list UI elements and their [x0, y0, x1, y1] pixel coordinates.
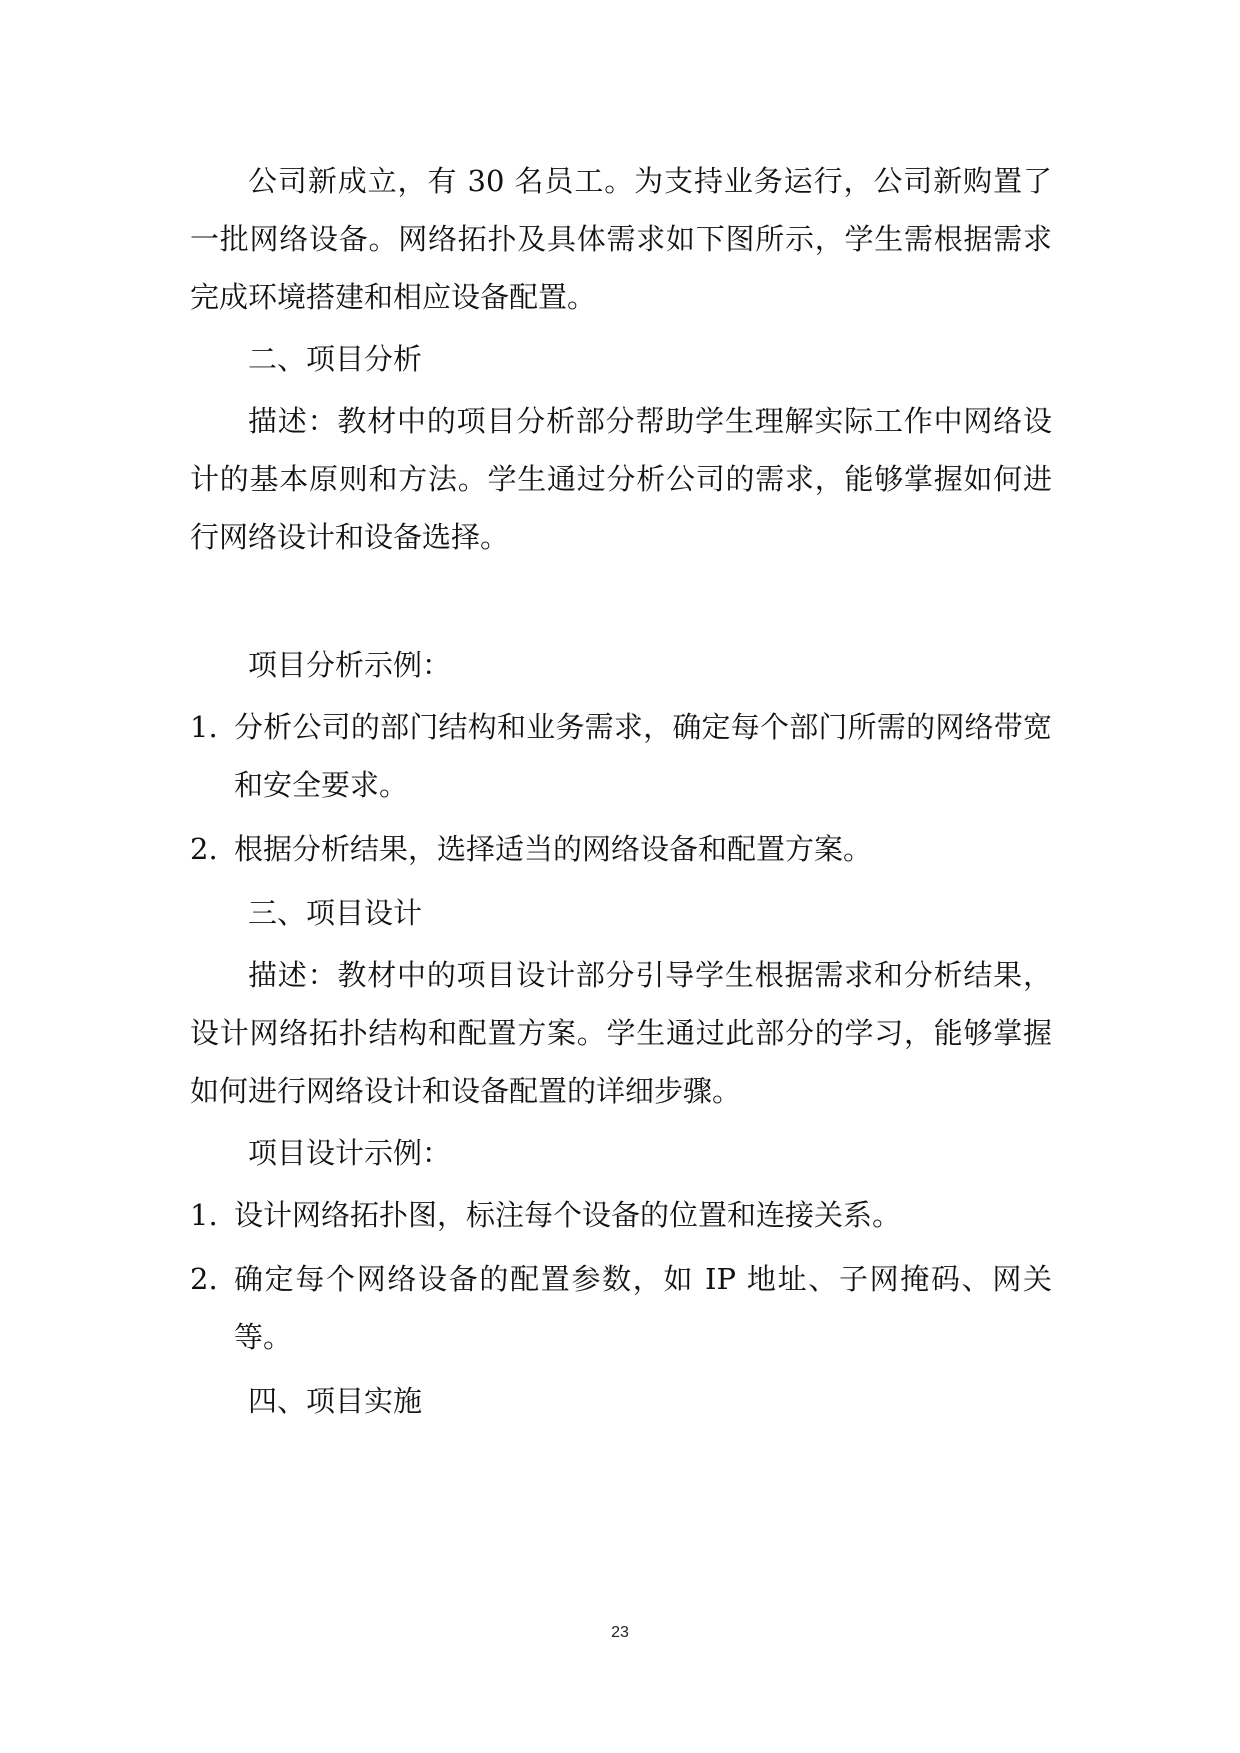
list-item — [190, 1186, 1052, 1244]
section-heading-implementation: 四、项目实施 — [248, 1384, 423, 1418]
list-text: 根据分析结果，选择适当的网络设备和配置方案。 — [234, 832, 873, 866]
design-example-list — [190, 1186, 1052, 1366]
list-number: 2. — [190, 1262, 218, 1296]
analysis-example-list — [190, 698, 1052, 878]
list-text: 确定每个网络设备的配置参数，如 IP 地址、子网掩码、网关等。 — [234, 1262, 1052, 1354]
list-item — [190, 1250, 1052, 1366]
list-text: 设计网络拓扑图，标注每个设备的位置和连接关系。 — [234, 1198, 902, 1232]
intro-paragraph: 公司新成立，有 30 名员工。为支持业务运行，公司新购置了一批网络设备。网络拓扑及具体需求如下图所示，学生需根据需求完成环境搭建和相应设备配置。 — [190, 164, 1052, 314]
list-item — [190, 820, 1052, 878]
page-content — [190, 152, 1052, 1434]
page-number: 23 — [611, 1624, 629, 1641]
blank-space — [190, 570, 1052, 636]
list-number: 1. — [190, 710, 218, 744]
list-number: 1. — [190, 1198, 218, 1232]
analysis-example-label: 项目分析示例： — [248, 648, 452, 682]
section-heading-analysis: 二、项目分析 — [248, 342, 423, 376]
analysis-description: 描述：教材中的项目分析部分帮助学生理解实际工作中网络设计的基本原则和方法。学生通过分析公司的需求，能够掌握如何进行网络设计和设备选择。 — [190, 404, 1052, 554]
list-number: 2. — [190, 832, 218, 866]
design-example-label: 项目设计示例： — [248, 1136, 452, 1170]
list-item — [190, 698, 1052, 814]
design-description: 描述：教材中的项目设计部分引导学生根据需求和分析结果，设计网络拓扑结构和配置方案。学生通过此部分的学习，能够掌握如何进行网络设计和设备配置的详细步骤。 — [190, 958, 1052, 1108]
section-heading-design: 三、项目设计 — [248, 896, 423, 930]
list-text: 分析公司的部门结构和业务需求，确定每个部门所需的网络带宽和安全要求。 — [234, 710, 1052, 802]
